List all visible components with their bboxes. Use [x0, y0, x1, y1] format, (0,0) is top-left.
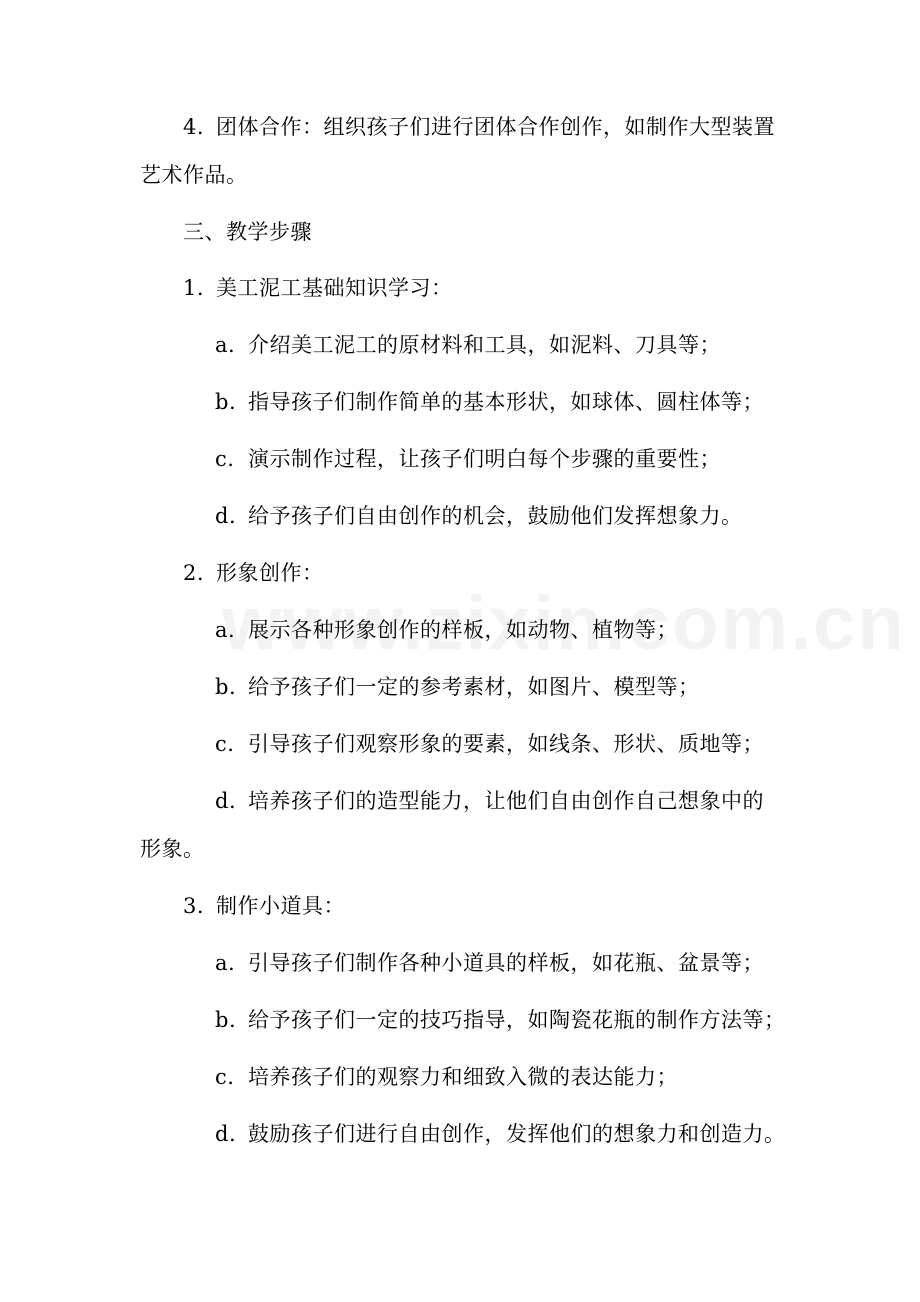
list-letter: a.: [215, 951, 236, 975]
step-2-item-b: [215, 673, 700, 701]
list-item-4-team-cooperation: [183, 113, 775, 141]
step-1-item-c: [215, 445, 721, 473]
list-text: 美工泥工基础知识学习：: [216, 276, 453, 300]
list-text: 引导孩子们观察形象的要素，如线条、形状、质地等；: [248, 732, 764, 756]
list-text: 给予孩子们一定的参考素材，如图片、模型等；: [248, 675, 700, 699]
list-letter: d.: [215, 504, 237, 528]
list-item-4-continuation: 艺术作品。: [140, 163, 248, 187]
list-number: 2.: [183, 561, 205, 585]
list-letter: c.: [215, 447, 235, 471]
list-letter: a.: [215, 333, 236, 357]
step-1-item-b: [215, 388, 764, 416]
step-2-item-c: [215, 730, 764, 758]
list-letter: d.: [215, 789, 237, 813]
list-letter: c.: [215, 1065, 235, 1089]
step-2-item-d-continuation: 形象。: [140, 837, 205, 861]
step-2-heading: [183, 559, 324, 587]
list-text: 团体合作：组织孩子们进行团体合作创作，如制作大型装置: [216, 115, 775, 139]
list-number: 3.: [183, 894, 205, 918]
list-letter: b.: [215, 1008, 237, 1032]
step-1-item-a: [215, 331, 721, 359]
step-2-item-a: [215, 616, 678, 644]
list-text: 给予孩子们自由创作的机会，鼓励他们发挥想象力。: [248, 504, 743, 528]
list-text: 培养孩子们的观察力和细致入微的表达能力；: [248, 1065, 678, 1089]
list-text: 展示各种形象创作的样板，如动物、植物等；: [248, 618, 678, 642]
list-number: 4.: [183, 115, 205, 139]
step-3-item-b: [215, 1006, 786, 1034]
section-heading-teaching-steps: 三、教学步骤: [183, 220, 312, 244]
list-letter: c.: [215, 732, 235, 756]
step-3-item-a: [215, 949, 764, 977]
step-1-heading: [183, 274, 453, 302]
step-3-heading: [183, 892, 345, 920]
list-text: 演示制作过程，让孩子们明白每个步骤的重要性；: [248, 447, 721, 471]
list-text: 介绍美工泥工的原材料和工具，如泥料、刀具等；: [248, 333, 721, 357]
step-3-item-d: [215, 1120, 786, 1148]
list-number: 1.: [183, 276, 205, 300]
list-text: 引导孩子们制作各种小道具的样板，如花瓶、盆景等；: [248, 951, 764, 975]
list-text: 培养孩子们的造型能力，让他们自由创作自己想象中的: [248, 789, 764, 813]
list-text: 形象创作：: [216, 561, 324, 585]
step-1-item-d: [215, 502, 743, 530]
list-text: 给予孩子们一定的技巧指导，如陶瓷花瓶的制作方法等；: [248, 1008, 786, 1032]
step-2-item-d: [215, 787, 764, 815]
list-letter: b.: [215, 675, 237, 699]
list-letter: b.: [215, 390, 237, 414]
list-letter: a.: [215, 618, 236, 642]
list-text: 指导孩子们制作简单的基本形状，如球体、圆柱体等；: [248, 390, 764, 414]
list-text: 鼓励孩子们进行自由创作，发挥他们的想象力和创造力。: [248, 1122, 786, 1146]
list-text: 制作小道具：: [216, 894, 345, 918]
list-letter: d.: [215, 1122, 237, 1146]
step-3-item-c: [215, 1063, 678, 1091]
